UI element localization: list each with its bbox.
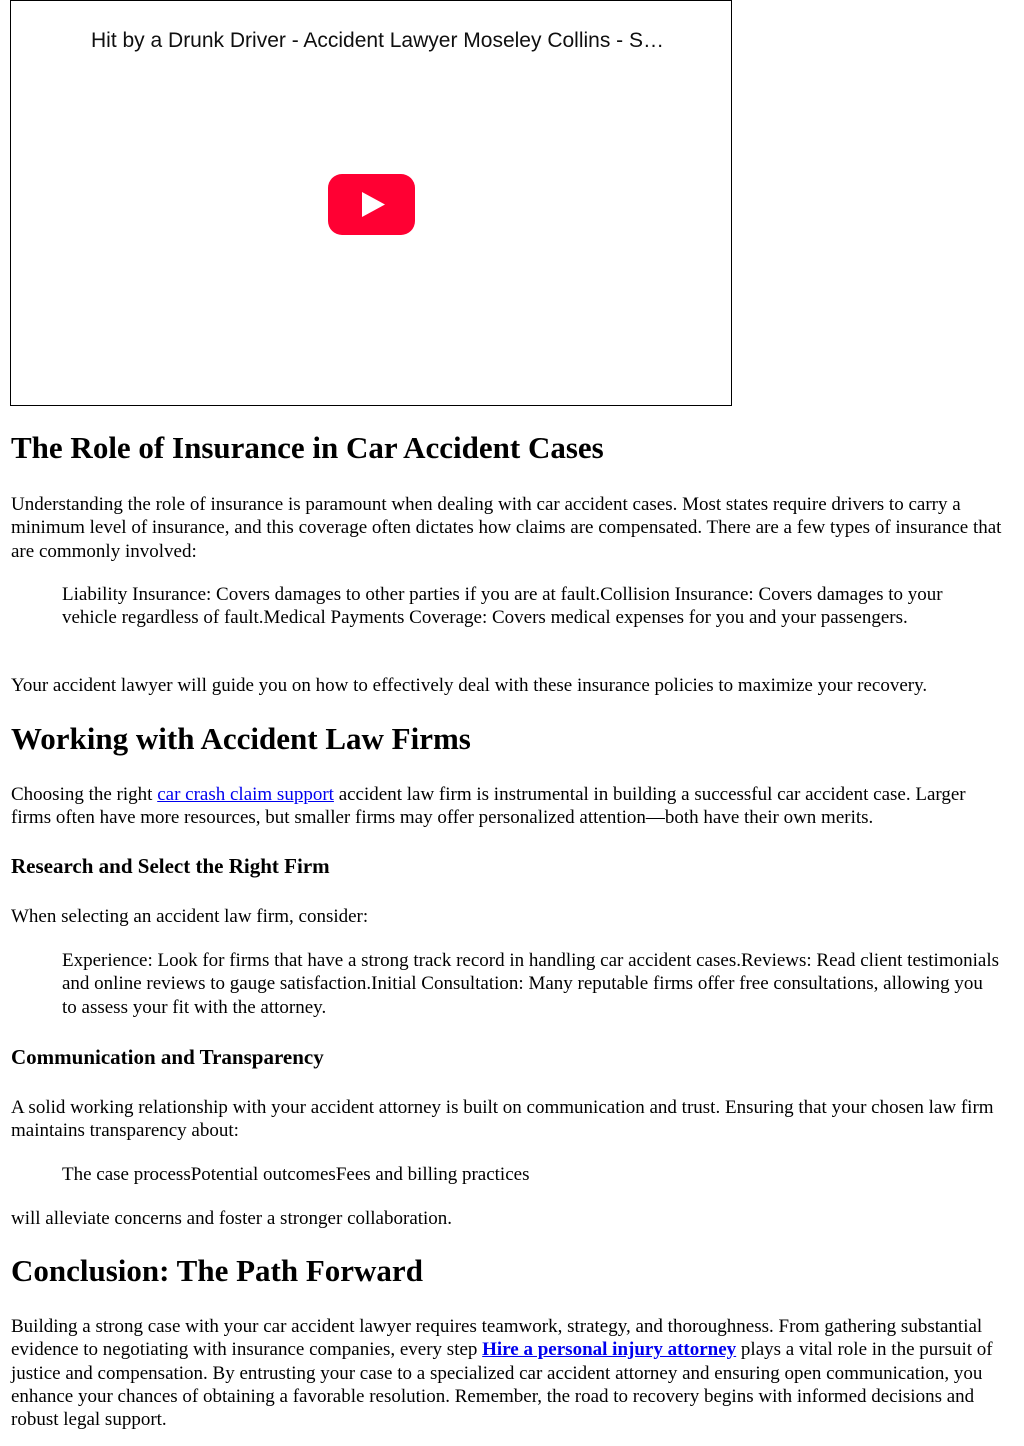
video-embed[interactable]	[10, 0, 732, 406]
research-criteria-list: Experience: Look for firms that have a strong track record in handling car accident cases.Reviews: Read client testimonials and online reviews to gauge satisfaction.Initial Consultation: Many reputable firms offer free consultations, allowing you to assess your fit with the attorney.	[62, 950, 999, 1018]
subheading-research-firm: Research and Select the Right Firm	[11, 854, 330, 878]
communication-outro: will alleviate concerns and foster a stronger collaboration.	[11, 1208, 453, 1229]
insurance-types-list: Liability Insurance: Covers damages to other parties if you are at fault.Collision Insurance: Covers damages to your vehicle regardless of fault.Medical Payments Coverage: Covers medical expenses for you and your passengers.	[62, 584, 943, 629]
play-icon	[328, 174, 415, 235]
play-button[interactable]	[328, 174, 415, 235]
insurance-intro: Understanding the role of insurance is paramount when dealing with car accident cases. Most states require drivers to carry a minimum level of insurance, and this coverage often dictates how claims are compensated. There are a few types of insurance that are commonly involved:	[11, 494, 1002, 562]
research-intro: When selecting an accident law firm, consider:	[11, 906, 369, 927]
section-heading-insurance: The Role of Insurance in Car Accident Cases	[11, 430, 604, 465]
conclusion-body	[11, 1315, 1009, 1431]
video-title[interactable]: Hit by a Drunk Driver - Accident Lawyer Moseley Collins - S…	[91, 29, 665, 52]
transparency-list: The case processPotential outcomesFees and billing practices	[62, 1164, 530, 1185]
subheading-communication: Communication and Transparency	[11, 1045, 324, 1069]
section-heading-law-firms: Working with Accident Law Firms	[11, 721, 471, 756]
hire-personal-injury-attorney-link[interactable]: Hire a personal injury attorney	[482, 1339, 737, 1361]
law-firms-intro	[11, 783, 1009, 830]
communication-intro: A solid working relationship with your accident attorney is built on communication and trust. Ensuring that your chosen law firm maintains transparency about:	[11, 1097, 994, 1142]
law-firms-intro-before: Choosing the right	[11, 784, 158, 805]
car-crash-claim-support-link[interactable]: car crash claim support	[157, 784, 334, 805]
law-firms-intro-after: accident law firm is instrumental in building a successful car accident case. Larger firms often have more resources, but smaller firms may offer personalized attention—both have their own merits.	[11, 784, 966, 829]
section-heading-conclusion: Conclusion: The Path Forward	[11, 1253, 423, 1288]
conclusion-body-before: Building a strong case with your car accident lawyer requires teamwork, strategy, and thoroughness. From gathering substantial evidence to negotiating with insurance companies, every step	[11, 1316, 983, 1361]
conclusion-body-after: plays a vital role in the pursuit of justice and compensation. By entrusting your case to a specialized car accident attorney and ensuring open communication, you enhance your chances of obtaining a favorable resolution. Remember, the road to recovery begins with informed decisions and robust legal support.	[11, 1339, 993, 1431]
insurance-outro: Your accident lawyer will guide you on how to effectively deal with these insurance policies to maximize your recovery.	[11, 675, 928, 696]
